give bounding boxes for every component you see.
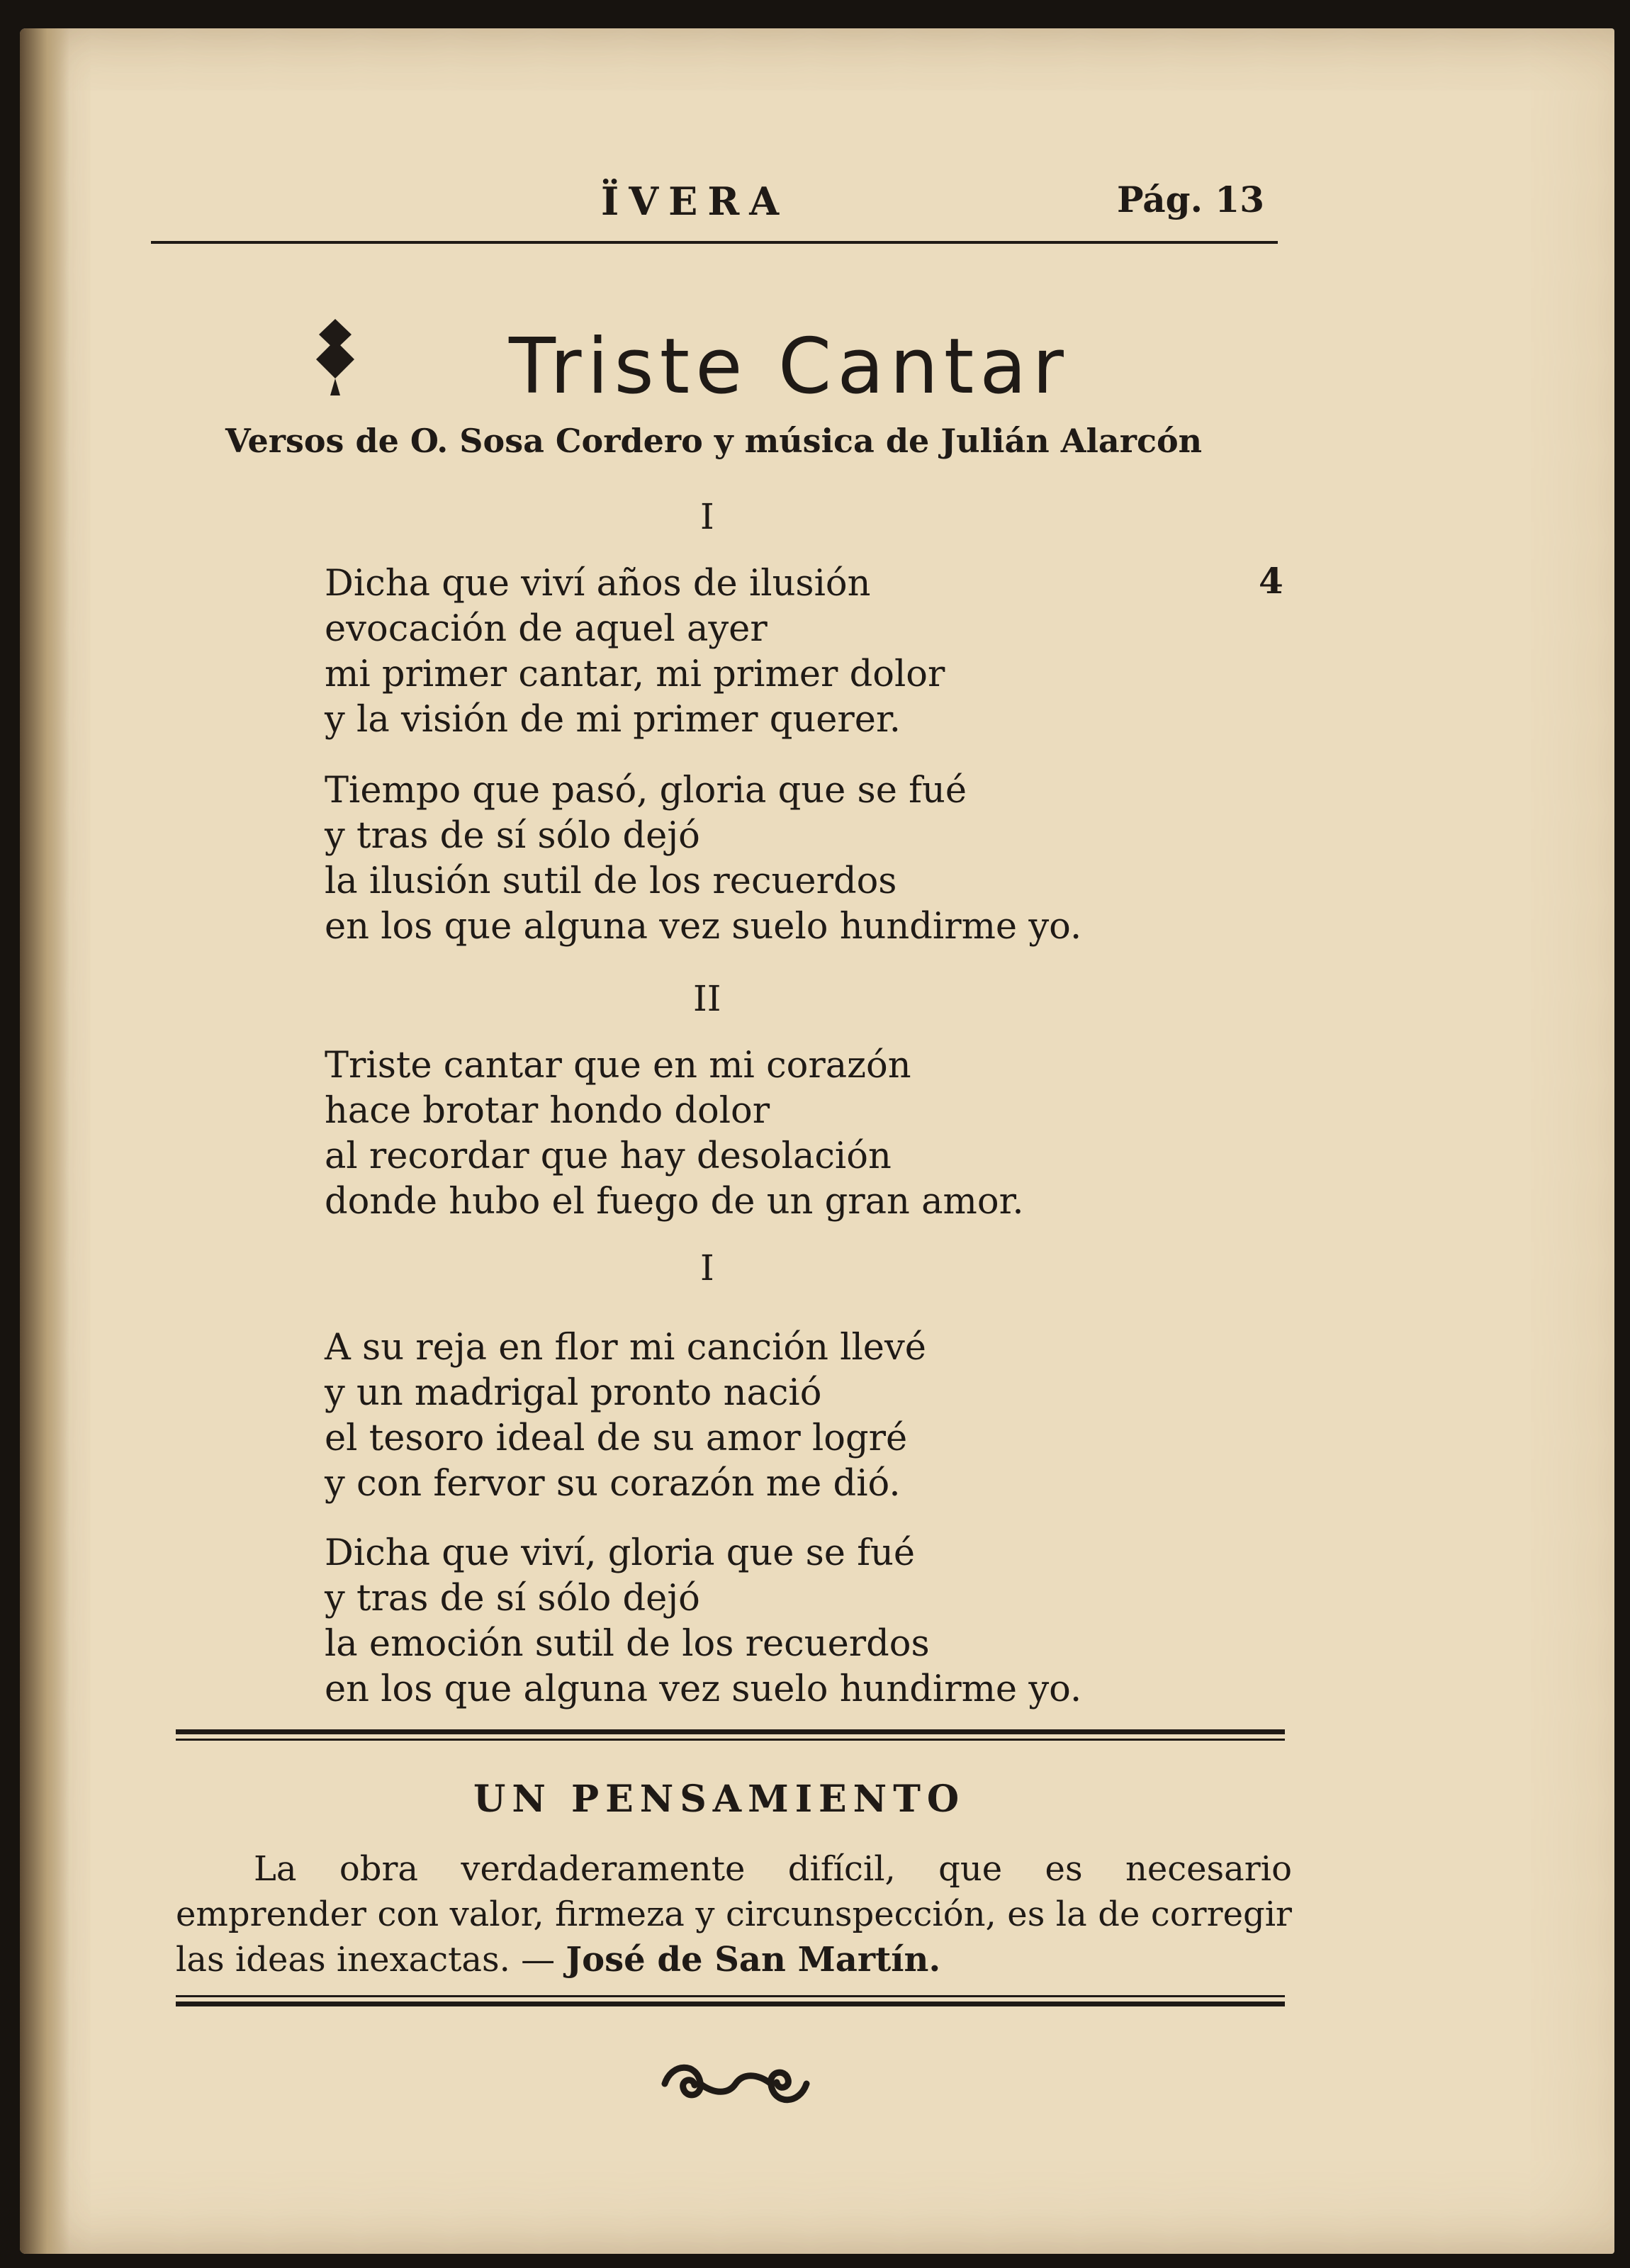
song-credits: Versos de O. Sosa Cordero y música de Julián Alarcón [225,422,1203,460]
verse-line: donde hubo el fuego de un gran amor. [325,1181,1024,1223]
stanza [325,768,1081,950]
thought-author: José de San Martín. [566,1940,941,1980]
stanza [325,1325,926,1507]
verse-line: evocación de aquel ayer [325,608,768,650]
song-title: Triste Cantar [509,322,1069,411]
verse-line: Dicha que viví, gloria que se fué [325,1532,916,1574]
section-numeral: I [700,496,714,537]
book-page [20,28,1614,2254]
thought-body: La obra verdaderamente difícil, que es necesario emprender con valor, firmeza y circunspección, es la de corregir las ideas inexactas. — [176,1849,1292,1980]
verse-line: hace brotar hondo dolor [325,1090,770,1132]
flourish-ornament-icon [658,2055,814,2112]
stanza [325,561,945,743]
section-numeral: I [700,1247,714,1289]
margin-number: 4 [1259,560,1283,602]
verse-line: en los que alguna vez suelo hundirme yo. [325,906,1082,948]
diamond-ornament-icon [310,319,360,397]
verse-line: y con fervor su corazón me dió. [325,1463,901,1505]
verse-line: A su reja en flor mi canción llevé [325,1327,926,1369]
verse-line: mi primer cantar, mi primer dolor [325,653,945,695]
thought-paragraph [176,1846,1292,1982]
double-rule-divider [176,1995,1285,2006]
double-rule-divider [176,1729,1285,1741]
page-number: Pág. 13 [1117,179,1265,220]
book-spine [20,28,69,2254]
verse-line: Dicha que viví años de ilusión [325,563,871,605]
verse-line: en los que alguna vez suelo hundirme yo. [325,1668,1082,1710]
verse-line: al recordar que hay desolación [325,1135,892,1177]
verse-line: el tesoro ideal de su amor logré [325,1418,908,1459]
verse-line: y un madrigal pronto nació [325,1372,822,1414]
verse-line: la emoción sutil de los recuerdos [325,1623,930,1665]
section-numeral: II [693,978,721,1019]
stanza [325,1043,1024,1225]
thought-heading: UN PENSAMIENTO [473,1778,966,1821]
header-rule [151,241,1278,244]
stanza [325,1531,1081,1712]
magazine-name: ÏVERA [601,179,789,224]
verse-line: y tras de sí sólo dejó [325,815,700,857]
verse-line: y tras de sí sólo dejó [325,1578,700,1619]
verse-line: Triste cantar que en mi corazón [325,1045,911,1087]
verse-line: y la visión de mi primer querer. [325,699,901,741]
verse-line: la ilusión sutil de los recuerdos [325,860,897,902]
verse-line: Tiempo que pasó, gloria que se fué [325,770,967,812]
